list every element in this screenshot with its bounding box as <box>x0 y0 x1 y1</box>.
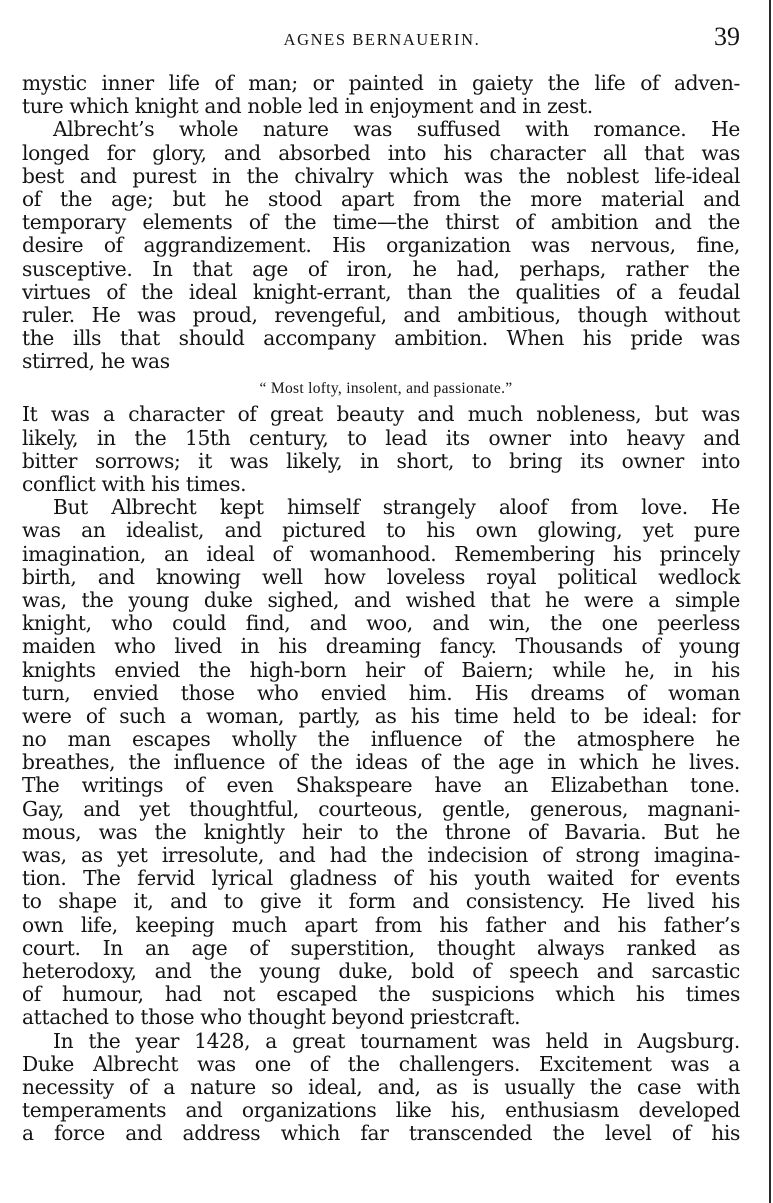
text-line: were of such a woman, partly, as his time held to be ideal: for <box>22 703 740 728</box>
text-line: desire of aggrandizement. His organization was nervous, fine, <box>22 233 740 258</box>
text-line: imagination, an ideal of womanhood. Remembering his princely <box>22 541 740 566</box>
text-line: no man escapes wholly the influence of the atmosphere he <box>22 727 740 752</box>
text-line: stirred, he was <box>22 349 170 374</box>
text-line: to shape it, and to give it form and consistency. He lived his <box>22 889 740 914</box>
body-text <box>22 72 740 1145</box>
text-line: the ills that should accompany ambition. When his pride was <box>22 326 740 351</box>
paragraph-albrecht-nature <box>22 118 740 373</box>
text-line: mystic inner life of man; or painted in gaiety the life of adven- <box>22 71 740 95</box>
text-line: maiden who lived in his dreaming fancy. Thousands of young <box>22 634 740 659</box>
running-title: AGNES BERNAUERIN. <box>283 30 481 49</box>
text-line: necessity of a nature so ideal, and, as is usually the case with <box>22 1074 740 1099</box>
text-line: The writings of even Shakspeare have an Elizabethan tone. <box>22 773 740 798</box>
text-line: turn, envied those who envied him. His dreams of woman <box>22 680 740 705</box>
page-edge-rule <box>769 0 771 1203</box>
text-line: conflict with his times. <box>22 472 247 496</box>
text-line: of humour, had not escaped the suspicions which his times <box>22 982 740 1007</box>
page-number: 39 <box>714 22 740 51</box>
text-line: birth, and knowing well how loveless royal political wedlock <box>22 564 740 589</box>
text-line: Gay, and yet thoughtful, courteous, gentle, generous, magnani- <box>22 796 740 821</box>
text-line: own life, keeping much apart from his father and his father’s <box>22 912 740 937</box>
text-line: tion. The fervid lyrical gladness of his youth waited for events <box>22 866 740 891</box>
paragraph-character <box>22 403 740 496</box>
text-line: breathes, the influence of the ideas of the age in which he lives. <box>22 750 740 775</box>
text-line: ture which knight and noble led in enjoyment and in zest. <box>22 94 593 119</box>
text-line: heterodoxy, and the young duke, bold of speech and sarcastic <box>22 958 740 983</box>
paragraph-tournament <box>22 1030 740 1146</box>
text-line: In the year 1428, a great tournament was held in Augsburg. <box>53 1028 740 1053</box>
text-line: temperaments and organizations like his, enthusiasm developed <box>22 1098 740 1123</box>
text-line: was, as yet irresolute, and had the indecision of strong imagina- <box>22 843 740 867</box>
text-line: was, the young duke sighed, and wished that he were a simple <box>22 587 740 612</box>
text-line: virtues of the ideal knight-errant, than the qualities of a feudal <box>22 279 740 304</box>
text-line: It was a character of great beauty and much nobleness, but was <box>22 402 740 427</box>
text-line: court. In an age of superstition, thought always ranked as <box>22 935 740 960</box>
text-line: Duke Albrecht was one of the challengers. Excitement was a <box>22 1051 740 1076</box>
text-line: But Albrecht kept himself strangely aloof from love. He <box>53 495 740 520</box>
page-header <box>24 22 740 56</box>
text-line: ruler. He was proud, revengeful, and ambitious, though without <box>22 302 740 327</box>
text-line: attached to those who thought beyond priestcraft. <box>22 1005 521 1030</box>
text-line: likely, in the 15th century, to lead its owner into heavy and <box>22 425 740 450</box>
text-line: best and purest in the chivalry which was the noblest life-ideal <box>22 163 740 188</box>
text-line: longed for glory, and absorbed into his character all that was <box>22 140 740 165</box>
paragraph-aloof-from-love <box>22 496 740 1029</box>
block-quote: “ Most lofty, insolent, and passionate.” <box>259 380 513 398</box>
text-line: a force and address which far transcended the level of his <box>22 1121 740 1146</box>
paragraph-continuation <box>22 72 740 118</box>
text-line: mous, was the knightly heir to the throne of Bavaria. But he <box>22 819 740 844</box>
text-line: knight, who could find, and woo, and win, the one peerless <box>22 611 740 636</box>
text-line: bitter sorrows; it was likely, in short, to bring its owner into <box>22 448 740 473</box>
text-line: susceptive. In that age of iron, he had, perhaps, rather the <box>22 256 740 281</box>
text-line: Albrecht’s whole nature was suffused with romance. He <box>53 117 740 142</box>
text-line: of the age; but he stood apart from the more material and <box>22 186 740 211</box>
text-line: was an idealist, and pictured to his own glowing, yet pure <box>22 518 740 543</box>
text-line: temporary elements of the time—the thirst of ambition and the <box>22 210 740 235</box>
text-line: knights envied the high-born heir of Baiern; while he, in his <box>22 657 740 682</box>
